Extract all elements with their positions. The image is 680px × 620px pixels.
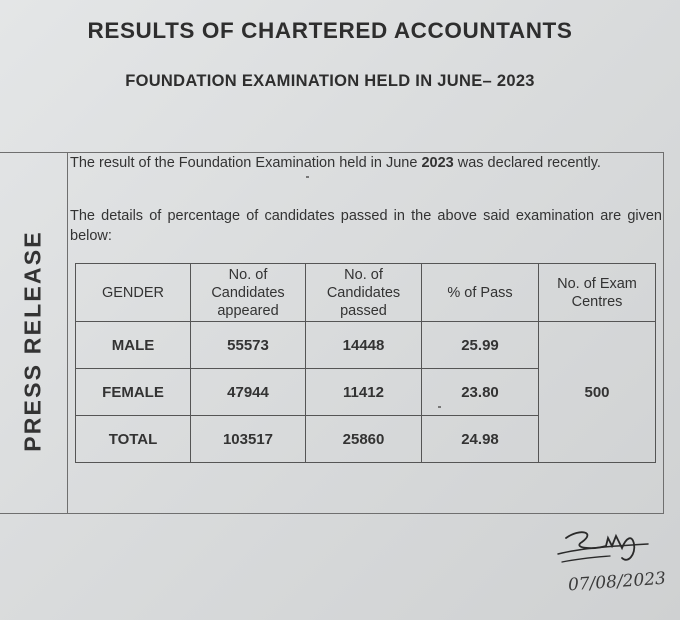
press-release-label: PRESS RELEASE: [19, 230, 46, 452]
ink-speck: [438, 406, 441, 408]
header-pass-pct: % of Pass: [422, 264, 539, 322]
cell-passed: 25860: [306, 416, 422, 463]
cell-passed: 11412: [306, 369, 422, 416]
header-passed: No. of Candidates passed: [306, 264, 422, 322]
cell-gender: FEMALE: [76, 369, 191, 416]
cell-pass-pct: 25.99: [422, 322, 539, 369]
cell-pass-pct: 24.98: [422, 416, 539, 463]
header-gender: GENDER: [76, 264, 191, 322]
paragraph-result-declared: [70, 153, 662, 173]
document-subtitle: FOUNDATION EXAMINATION HELD IN JUNE– 2023: [125, 72, 535, 90]
sidebar: [0, 153, 68, 513]
para1-year: 2023: [421, 155, 454, 171]
cell-exam-centres: 500: [539, 322, 656, 463]
cell-appeared: 103517: [191, 416, 306, 463]
cell-passed: 14448: [306, 322, 422, 369]
cell-pass-pct: 23.80: [422, 369, 539, 416]
para1-before: The result of the Foundation Examination held in June: [70, 155, 422, 171]
header-exam-centres: No. of Exam Centres: [539, 264, 656, 322]
cell-gender: TOTAL: [76, 416, 191, 463]
table-row: [76, 322, 656, 369]
cell-appeared: 55573: [191, 322, 306, 369]
signature-icon: [552, 524, 662, 574]
results-table: [75, 263, 656, 463]
header-appeared: No. of Candidates appeared: [191, 264, 306, 322]
cell-gender: MALE: [76, 322, 191, 369]
document-title: RESULTS OF CHARTERED ACCOUNTANTS: [87, 18, 573, 43]
paragraph-details: The details of percentage of candidates passed in the above said examination are given below:: [70, 208, 662, 244]
cell-appeared: 47944: [191, 369, 306, 416]
signature-date: 07/08/2023: [567, 568, 667, 596]
para1-after: was declared recently.: [453, 155, 601, 171]
signature-image: [552, 524, 662, 574]
table-header-row: [76, 264, 656, 322]
ink-speck: [306, 176, 309, 178]
